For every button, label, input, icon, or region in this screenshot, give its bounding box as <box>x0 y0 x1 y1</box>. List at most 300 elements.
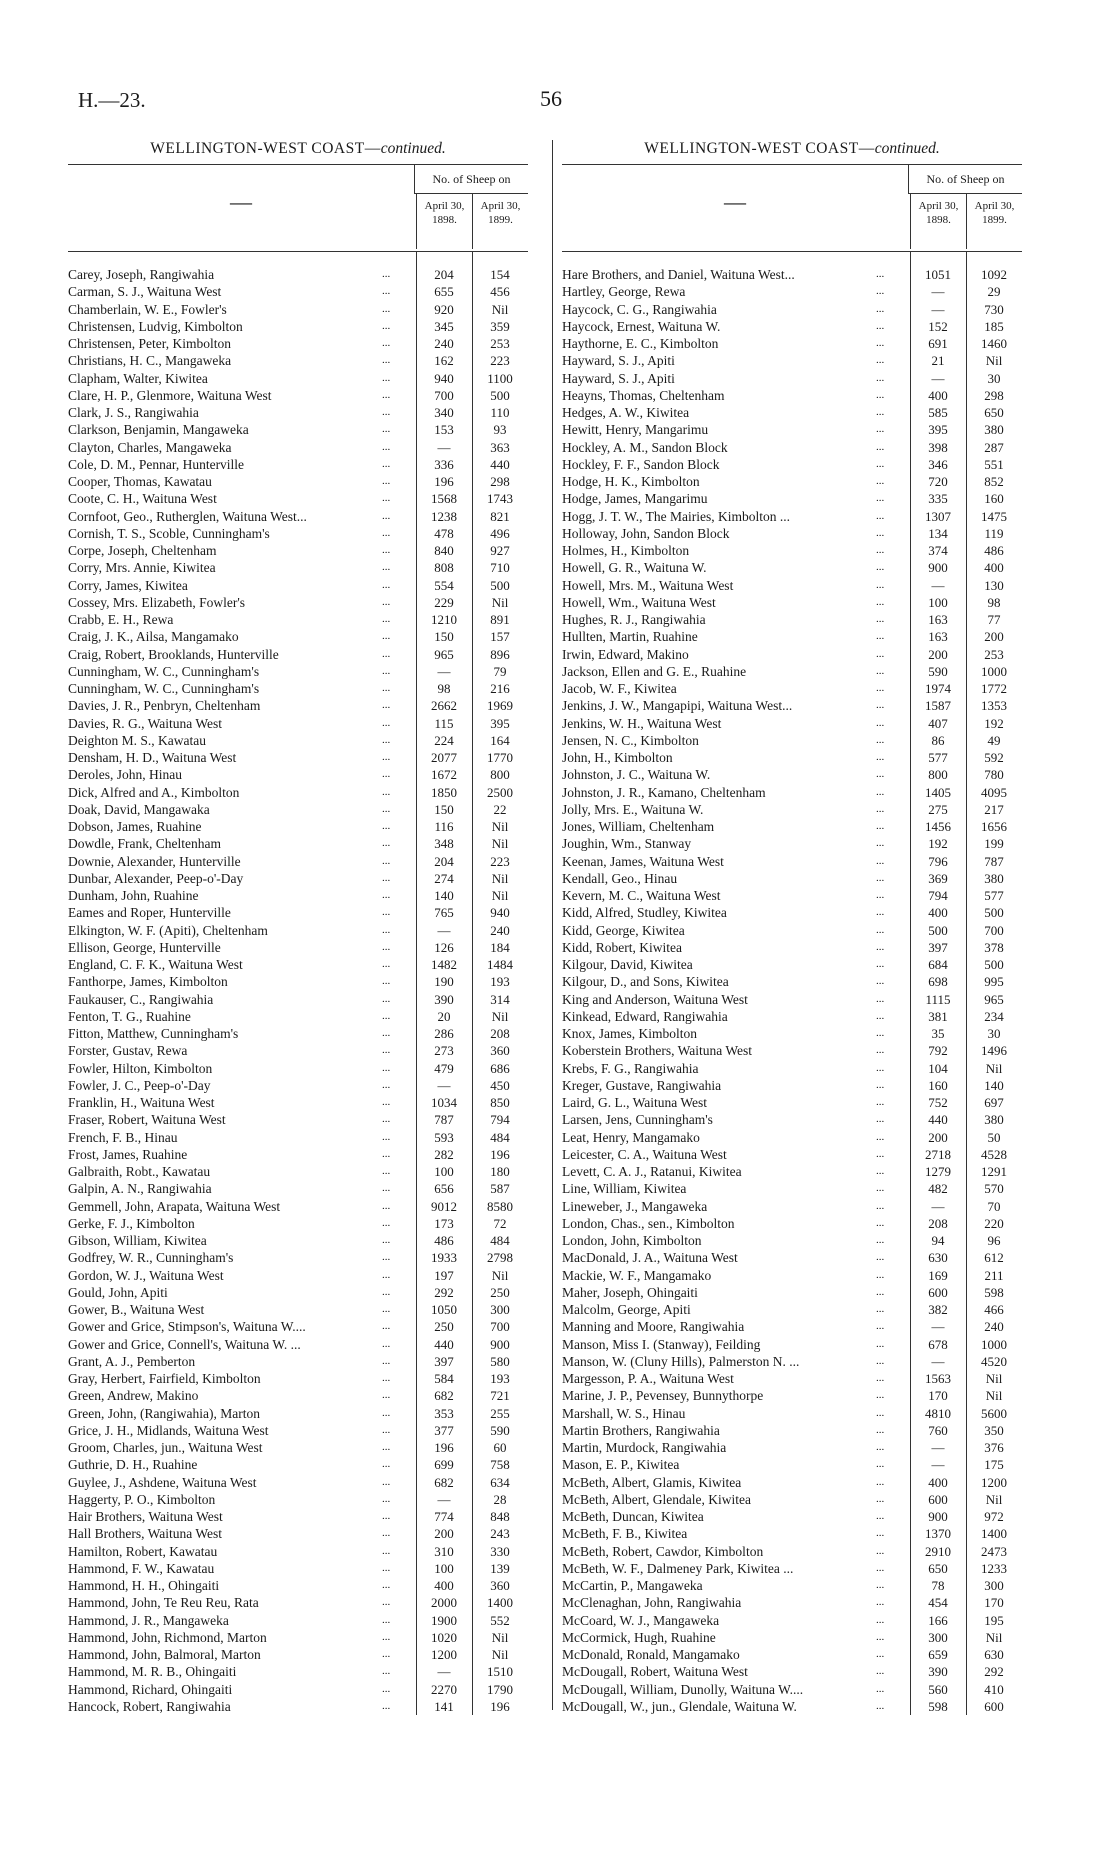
row-sheep-1898: 348 <box>434 836 454 852</box>
row-name: Fanthorpe, James, Kimbolton <box>68 974 228 990</box>
table-row <box>562 1543 1022 1560</box>
row-name: Hammond, M. R. B., Ohingaiti <box>68 1664 237 1680</box>
row-leader-dots: ... <box>382 1475 391 1488</box>
row-name: Lineweber, J., Mangaweka <box>562 1198 708 1214</box>
row-sheep-1899: 378 <box>984 939 1004 955</box>
row-sheep-1898: 200 <box>928 1129 948 1145</box>
row-leader-dots: ... <box>876 354 885 367</box>
row-leader-dots: ... <box>382 285 391 298</box>
row-sheep-1898: 374 <box>928 543 948 558</box>
row-name: Holloway, John, Sandon Block <box>562 525 730 541</box>
row-leader-dots: ... <box>382 1354 391 1367</box>
table-row <box>562 1629 1022 1646</box>
row-leader-dots: ... <box>382 940 391 953</box>
row-sheep-1898: 1900 <box>431 1612 457 1628</box>
row-sheep-1899: 721 <box>490 1388 510 1404</box>
row-sheep-1899: 700 <box>984 922 1004 938</box>
table-row <box>68 1180 528 1197</box>
row-leader-dots: ... <box>382 423 391 436</box>
row-leader-dots: ... <box>382 664 391 677</box>
row-leader-dots: ... <box>382 1544 391 1557</box>
table-row <box>562 577 1022 594</box>
row-name: Clayton, Charles, Mangaweka <box>68 439 232 455</box>
row-name: Hughes, R. J., Rangiwahia <box>562 612 706 627</box>
row-sheep-1899: 450 <box>490 1077 510 1093</box>
table-row <box>68 1284 528 1301</box>
row-sheep-1899: 98 <box>987 594 1001 610</box>
table-row <box>68 1387 528 1404</box>
table-row <box>562 1215 1022 1232</box>
row-sheep-1899: 8580 <box>487 1198 513 1214</box>
row-sheep-1899: 359 <box>490 318 510 334</box>
row-leader-dots: ... <box>876 1458 885 1471</box>
row-sheep-1898: 160 <box>928 1077 948 1093</box>
table-row <box>562 1577 1022 1594</box>
row-leader-dots: ... <box>876 1130 885 1143</box>
row-sheep-1899: 350 <box>984 1422 1004 1438</box>
row-leader-dots: ... <box>382 1648 391 1660</box>
row-sheep-1899: 395 <box>490 715 510 731</box>
row-sheep-1898: 630 <box>928 1250 948 1266</box>
row-sheep-1898: 208 <box>928 1215 948 1231</box>
row-sheep-1898: 593 <box>434 1129 454 1145</box>
table-row <box>68 1491 528 1508</box>
row-sheep-1899: 410 <box>984 1681 1004 1697</box>
table-row <box>562 301 1022 318</box>
row-name: London, Chas., sen., Kimbolton <box>562 1215 735 1231</box>
row-sheep-1899: 1743 <box>487 491 513 507</box>
row-sheep-1898: 940 <box>434 370 454 386</box>
row-leader-dots: ... <box>382 457 391 470</box>
table-row <box>562 1042 1022 1059</box>
row-sheep-1898: 2662 <box>431 698 457 714</box>
table-row <box>68 1042 528 1059</box>
row-name: Kilgour, D., and Sons, Kiwitea <box>562 974 729 990</box>
table-row <box>68 542 528 559</box>
row-name: Dowdle, Frank, Cheltenham <box>68 836 221 852</box>
row-name: Christensen, Peter, Kimbolton <box>68 336 231 351</box>
row-sheep-1898: — <box>437 1077 451 1093</box>
row-sheep-1898: 150 <box>434 629 454 645</box>
row-name: Downie, Alexander, Hunterville <box>68 853 241 869</box>
row-name: McDougall, Robert, Waituna West <box>562 1664 748 1680</box>
row-sheep-1898: 141 <box>434 1698 454 1714</box>
row-name: Gemmell, John, Arapata, Waituna West <box>68 1198 281 1214</box>
row-leader-dots: ... <box>876 1561 885 1574</box>
row-sheep-1899: 940 <box>490 905 510 921</box>
row-name: McBeth, Albert, Glamis, Kiwitea <box>562 1474 742 1490</box>
row-sheep-1899: Nil <box>491 1008 509 1024</box>
row-leader-dots: ... <box>382 871 391 884</box>
table-row <box>562 973 1022 990</box>
row-leader-dots: ... <box>382 1078 391 1091</box>
table-row <box>68 1456 528 1473</box>
row-sheep-1899: 484 <box>490 1129 510 1145</box>
row-sheep-1898: 1051 <box>925 267 951 282</box>
table-row <box>562 1456 1022 1473</box>
row-leader-dots: ... <box>876 337 885 349</box>
row-leader-dots: ... <box>382 371 391 384</box>
row-name: MacDonald, J. A., Waituna West <box>562 1250 738 1266</box>
row-leader-dots: ... <box>382 1234 391 1246</box>
row-leader-dots: ... <box>382 785 391 798</box>
row-sheep-1899: 551 <box>984 456 1004 472</box>
row-leader-dots: ... <box>876 1251 885 1264</box>
row-sheep-1899: 79 <box>493 663 507 679</box>
row-sheep-1899: 730 <box>984 301 1004 317</box>
row-name: Cooper, Thomas, Kawatau <box>68 474 212 489</box>
row-leader-dots: ... <box>876 1492 885 1505</box>
table-row <box>68 1077 528 1094</box>
row-sheep-1899: 376 <box>984 1440 1004 1455</box>
table-row <box>68 818 528 835</box>
table-row <box>562 991 1022 1008</box>
row-leader-dots: ... <box>876 889 885 901</box>
row-sheep-1899: 612 <box>984 1250 1004 1266</box>
row-sheep-1899: 184 <box>490 939 510 955</box>
row-sheep-1899: 1100 <box>487 370 513 386</box>
row-sheep-1899: 157 <box>490 629 510 645</box>
row-name: Keenan, James, Waituna West <box>562 853 724 869</box>
table-row <box>562 1111 1022 1128</box>
row-name: Martin Brothers, Rangiwahia <box>562 1422 720 1438</box>
table-row <box>562 1405 1022 1422</box>
table-row <box>68 1146 528 1163</box>
row-leader-dots: ... <box>876 371 885 384</box>
row-sheep-1898: 554 <box>434 577 454 593</box>
row-leader-dots: ... <box>876 1630 885 1643</box>
row-leader-dots: ... <box>876 1423 885 1436</box>
row-name: Howell, Mrs. M., Waituna West <box>562 577 734 593</box>
row-sheep-1898: 335 <box>928 491 948 507</box>
row-sheep-1899: 787 <box>984 853 1004 869</box>
row-sheep-1898: 600 <box>928 1491 948 1507</box>
row-name: Green, Andrew, Makino <box>68 1388 199 1404</box>
table-row <box>68 697 528 714</box>
row-name: Jensen, N. C., Kimbolton <box>562 732 699 748</box>
left-col2-line2: 1899. <box>488 214 513 226</box>
table-row <box>68 956 528 973</box>
row-leader-dots: ... <box>382 768 391 781</box>
row-name: Ellison, George, Hunterville <box>68 939 221 955</box>
table-row <box>68 1215 528 1232</box>
row-leader-dots: ... <box>876 285 885 298</box>
row-name: McBeth, W. F., Dalmeney Park, Kiwitea ... <box>562 1560 794 1576</box>
table-row <box>68 749 528 766</box>
row-leader-dots: ... <box>876 1268 885 1281</box>
table-row <box>562 404 1022 421</box>
row-sheep-1899: 800 <box>490 767 510 783</box>
row-sheep-1899: Nil <box>985 1388 1003 1404</box>
row-sheep-1898: 1034 <box>431 1095 457 1110</box>
row-sheep-1898: 381 <box>928 1008 948 1024</box>
row-name: Manning and Moore, Rangiwahia <box>562 1319 745 1335</box>
row-leader-dots: ... <box>876 906 885 919</box>
row-name: Kidd, George, Kiwitea <box>562 922 685 938</box>
row-leader-dots: ... <box>876 1406 885 1419</box>
table-row <box>562 1474 1022 1491</box>
row-sheep-1898: 275 <box>928 801 948 817</box>
row-name: Dunbar, Alexander, Peep-o'-Day <box>68 870 244 886</box>
row-sheep-1898: 340 <box>434 405 454 420</box>
row-name: Crabb, E. H., Rewa <box>68 612 174 627</box>
row-sheep-1898: 126 <box>434 939 454 955</box>
row-leader-dots: ... <box>876 820 885 832</box>
row-sheep-1899: 1969 <box>487 698 513 714</box>
row-leader-dots: ... <box>876 595 885 608</box>
row-sheep-1898: 382 <box>928 1302 948 1317</box>
row-name: Carey, Joseph, Rangiwahia <box>68 267 215 282</box>
right-title-text: WELLINGTON-WEST COAST— <box>644 140 875 157</box>
row-name: Howell, G. R., Waituna W. <box>562 560 707 576</box>
table-row <box>68 1060 528 1077</box>
row-sheep-1898: 1568 <box>431 491 457 507</box>
row-sheep-1898: — <box>931 284 945 300</box>
row-name: Hedges, A. W., Kiwitea <box>562 405 690 420</box>
table-row <box>562 1681 1022 1698</box>
row-sheep-1899: 700 <box>490 1319 510 1335</box>
row-leader-dots: ... <box>382 595 391 608</box>
document-reference: H.—23. <box>78 88 146 112</box>
row-sheep-1898: 1115 <box>925 991 951 1007</box>
row-sheep-1899: 77 <box>987 612 1001 627</box>
row-leader-dots: ... <box>876 526 885 539</box>
row-name: Densham, H. D., Waituna West <box>68 750 237 765</box>
row-name: Cornish, T. S., Scoble, Cunningham's <box>68 525 270 541</box>
row-sheep-1898: 1020 <box>431 1629 457 1645</box>
row-sheep-1898: — <box>931 301 945 317</box>
row-sheep-1898: 162 <box>434 353 454 369</box>
row-sheep-1899: 496 <box>490 525 510 541</box>
row-name: Franklin, H., Waituna West <box>68 1095 215 1110</box>
row-sheep-1898: 200 <box>434 1526 454 1542</box>
row-leader-dots: ... <box>876 940 885 953</box>
left-col1-header <box>416 193 472 249</box>
row-sheep-1898: 720 <box>928 474 948 489</box>
row-name: Clark, J. S., Rangiwahia <box>68 405 199 420</box>
row-sheep-1898: 282 <box>434 1146 454 1162</box>
table-row <box>68 352 528 369</box>
row-name: Krebs, F. G., Rangiwahia <box>562 1060 699 1076</box>
row-leader-dots: ... <box>382 1699 391 1712</box>
row-leader-dots: ... <box>876 1182 885 1195</box>
row-sheep-1898: 577 <box>928 750 948 765</box>
row-leader-dots: ... <box>876 578 885 591</box>
row-sheep-1898: 100 <box>928 594 948 610</box>
row-leader-dots: ... <box>382 1251 391 1264</box>
row-name: Godfrey, W. R., Cunningham's <box>68 1250 234 1266</box>
row-sheep-1899: 119 <box>984 525 1004 541</box>
row-sheep-1898: 1456 <box>925 819 951 834</box>
row-sheep-1899: 2473 <box>981 1543 1007 1559</box>
table-row <box>68 283 528 300</box>
table-row <box>68 1111 528 1128</box>
row-sheep-1898: 250 <box>434 1319 454 1335</box>
row-sheep-1898: 407 <box>928 715 948 731</box>
table-row <box>68 853 528 870</box>
row-name: Corry, James, Kiwitea <box>68 577 188 593</box>
row-leader-dots: ... <box>382 1216 391 1229</box>
row-leader-dots: ... <box>876 1113 885 1126</box>
row-sheep-1898: 700 <box>434 387 454 403</box>
row-sheep-1899: 1353 <box>981 698 1007 714</box>
row-leader-dots: ... <box>382 1665 391 1678</box>
row-leader-dots: ... <box>382 354 391 367</box>
row-sheep-1899: 185 <box>984 318 1004 334</box>
row-leader-dots: ... <box>382 1165 391 1177</box>
row-sheep-1899: 697 <box>984 1095 1004 1110</box>
row-sheep-1899: 1200 <box>981 1474 1007 1490</box>
row-sheep-1898: 590 <box>928 663 948 679</box>
row-leader-dots: ... <box>382 1682 391 1695</box>
row-sheep-1899: Nil <box>491 1647 509 1662</box>
table-row <box>562 473 1022 490</box>
left-column-title <box>68 140 528 164</box>
right-table-body <box>562 252 1022 1715</box>
page-number: 56 <box>540 86 562 111</box>
table-row <box>68 1336 528 1353</box>
row-sheep-1899: 139 <box>490 1560 510 1576</box>
row-sheep-1898: 292 <box>434 1284 454 1300</box>
row-sheep-1899: 1291 <box>981 1164 1007 1179</box>
row-leader-dots: ... <box>876 837 885 850</box>
row-sheep-1899: 630 <box>984 1647 1004 1662</box>
row-name: John, H., Kimbolton <box>562 750 673 765</box>
table-row <box>562 680 1022 697</box>
row-name: Hockley, F. F., Sandon Block <box>562 456 720 472</box>
row-sheep-1899: 400 <box>984 560 1004 576</box>
row-sheep-1898: 150 <box>434 801 454 817</box>
row-leader-dots: ... <box>382 1492 391 1505</box>
table-row <box>562 1094 1022 1111</box>
row-sheep-1899: 298 <box>984 387 1004 403</box>
row-sheep-1898: 584 <box>434 1371 454 1386</box>
row-leader-dots: ... <box>876 768 885 781</box>
table-row <box>68 370 528 387</box>
row-leader-dots: ... <box>876 630 885 643</box>
row-sheep-1899: Nil <box>491 301 509 317</box>
row-sheep-1899: 164 <box>490 732 510 748</box>
row-sheep-1899: 500 <box>984 957 1004 972</box>
row-leader-dots: ... <box>876 492 885 505</box>
row-sheep-1898: 792 <box>928 1043 948 1059</box>
row-sheep-1899: Nil <box>491 870 509 886</box>
row-sheep-1898: 197 <box>434 1267 454 1283</box>
row-sheep-1899: 4520 <box>981 1353 1007 1369</box>
row-leader-dots: ... <box>382 906 391 919</box>
row-leader-dots: ... <box>382 1147 391 1160</box>
row-name: Jolly, Mrs. E., Waituna W. <box>562 801 704 817</box>
row-name: Kreger, Gustave, Rangiwahia <box>562 1077 722 1093</box>
right-column-title <box>562 140 1022 164</box>
row-leader-dots: ... <box>382 751 391 763</box>
row-leader-dots: ... <box>876 1320 885 1333</box>
row-sheep-1899: 196 <box>490 1146 510 1162</box>
table-row <box>68 801 528 818</box>
table-row <box>562 835 1022 852</box>
row-sheep-1899: 1400 <box>487 1595 513 1611</box>
row-sheep-1899: 380 <box>984 870 1004 886</box>
row-sheep-1898: 196 <box>434 1440 454 1455</box>
row-leader-dots: ... <box>382 1561 391 1574</box>
row-sheep-1899: 995 <box>984 974 1004 990</box>
row-name: Kevern, M. C., Waituna West <box>562 888 721 903</box>
row-sheep-1899: Nil <box>985 1491 1003 1507</box>
row-sheep-1899: 253 <box>984 646 1004 662</box>
row-sheep-1898: — <box>931 1319 945 1335</box>
table-row <box>68 732 528 749</box>
row-sheep-1899: 900 <box>490 1336 510 1352</box>
row-sheep-1899: 30 <box>987 1026 1001 1041</box>
row-sheep-1898: 682 <box>434 1388 454 1404</box>
row-sheep-1899: 29 <box>987 284 1001 300</box>
row-name: Clare, H. P., Glenmore, Waituna West <box>68 387 272 403</box>
row-name: Hartley, George, Rewa <box>562 284 686 300</box>
row-sheep-1898: 192 <box>928 836 948 852</box>
row-sheep-1898: 787 <box>434 1112 454 1128</box>
row-name: Fowler, J. C., Peep-o'-Day <box>68 1077 211 1093</box>
row-name: Hayward, S. J., Apiti <box>562 353 675 369</box>
row-leader-dots: ... <box>876 1682 885 1695</box>
right-col1-header <box>910 193 966 249</box>
row-sheep-1899: 927 <box>490 543 510 558</box>
row-sheep-1899: 552 <box>490 1612 510 1628</box>
row-name: Maher, Joseph, Ohingaiti <box>562 1284 698 1300</box>
row-leader-dots: ... <box>876 1027 885 1039</box>
row-sheep-1899: 360 <box>490 1043 510 1059</box>
right-name-header: — <box>724 189 746 214</box>
table-row <box>68 1439 528 1456</box>
row-leader-dots: ... <box>876 1579 885 1591</box>
row-sheep-1898: — <box>437 1664 451 1680</box>
table-row <box>562 1336 1022 1353</box>
table-row <box>68 1301 528 1318</box>
table-row <box>68 1267 528 1284</box>
table-row <box>562 956 1022 973</box>
row-leader-dots: ... <box>382 1113 391 1126</box>
row-sheep-1899: 180 <box>490 1164 510 1179</box>
row-leader-dots: ... <box>382 1285 391 1298</box>
row-sheep-1898: 204 <box>434 267 454 282</box>
table-row <box>562 1491 1022 1508</box>
row-leader-dots: ... <box>382 1406 391 1419</box>
table-row <box>562 887 1022 904</box>
row-sheep-1898: 699 <box>434 1457 454 1473</box>
table-row <box>68 1232 528 1249</box>
row-sheep-1898: 204 <box>434 853 454 869</box>
table-row <box>562 1508 1022 1525</box>
row-sheep-1899: 196 <box>490 1698 510 1714</box>
row-leader-dots: ... <box>876 664 885 677</box>
table-row <box>562 1077 1022 1094</box>
row-leader-dots: ... <box>876 975 885 988</box>
table-row <box>562 1318 1022 1335</box>
row-name: Deroles, John, Hinau <box>68 767 182 783</box>
row-name: Gibson, William, Kiwitea <box>68 1233 207 1248</box>
row-sheep-1898: 310 <box>434 1543 454 1559</box>
row-sheep-1898: 1307 <box>925 508 951 524</box>
row-leader-dots: ... <box>876 751 885 763</box>
row-leader-dots: ... <box>382 1096 391 1108</box>
table-row <box>562 1387 1022 1404</box>
row-sheep-1899: 500 <box>490 387 510 403</box>
row-leader-dots: ... <box>382 1423 391 1436</box>
row-sheep-1899: 466 <box>984 1302 1004 1317</box>
row-sheep-1899: 965 <box>984 991 1004 1007</box>
table-row <box>68 1008 528 1025</box>
row-leader-dots: ... <box>382 854 391 867</box>
row-sheep-1899: 240 <box>490 922 510 938</box>
